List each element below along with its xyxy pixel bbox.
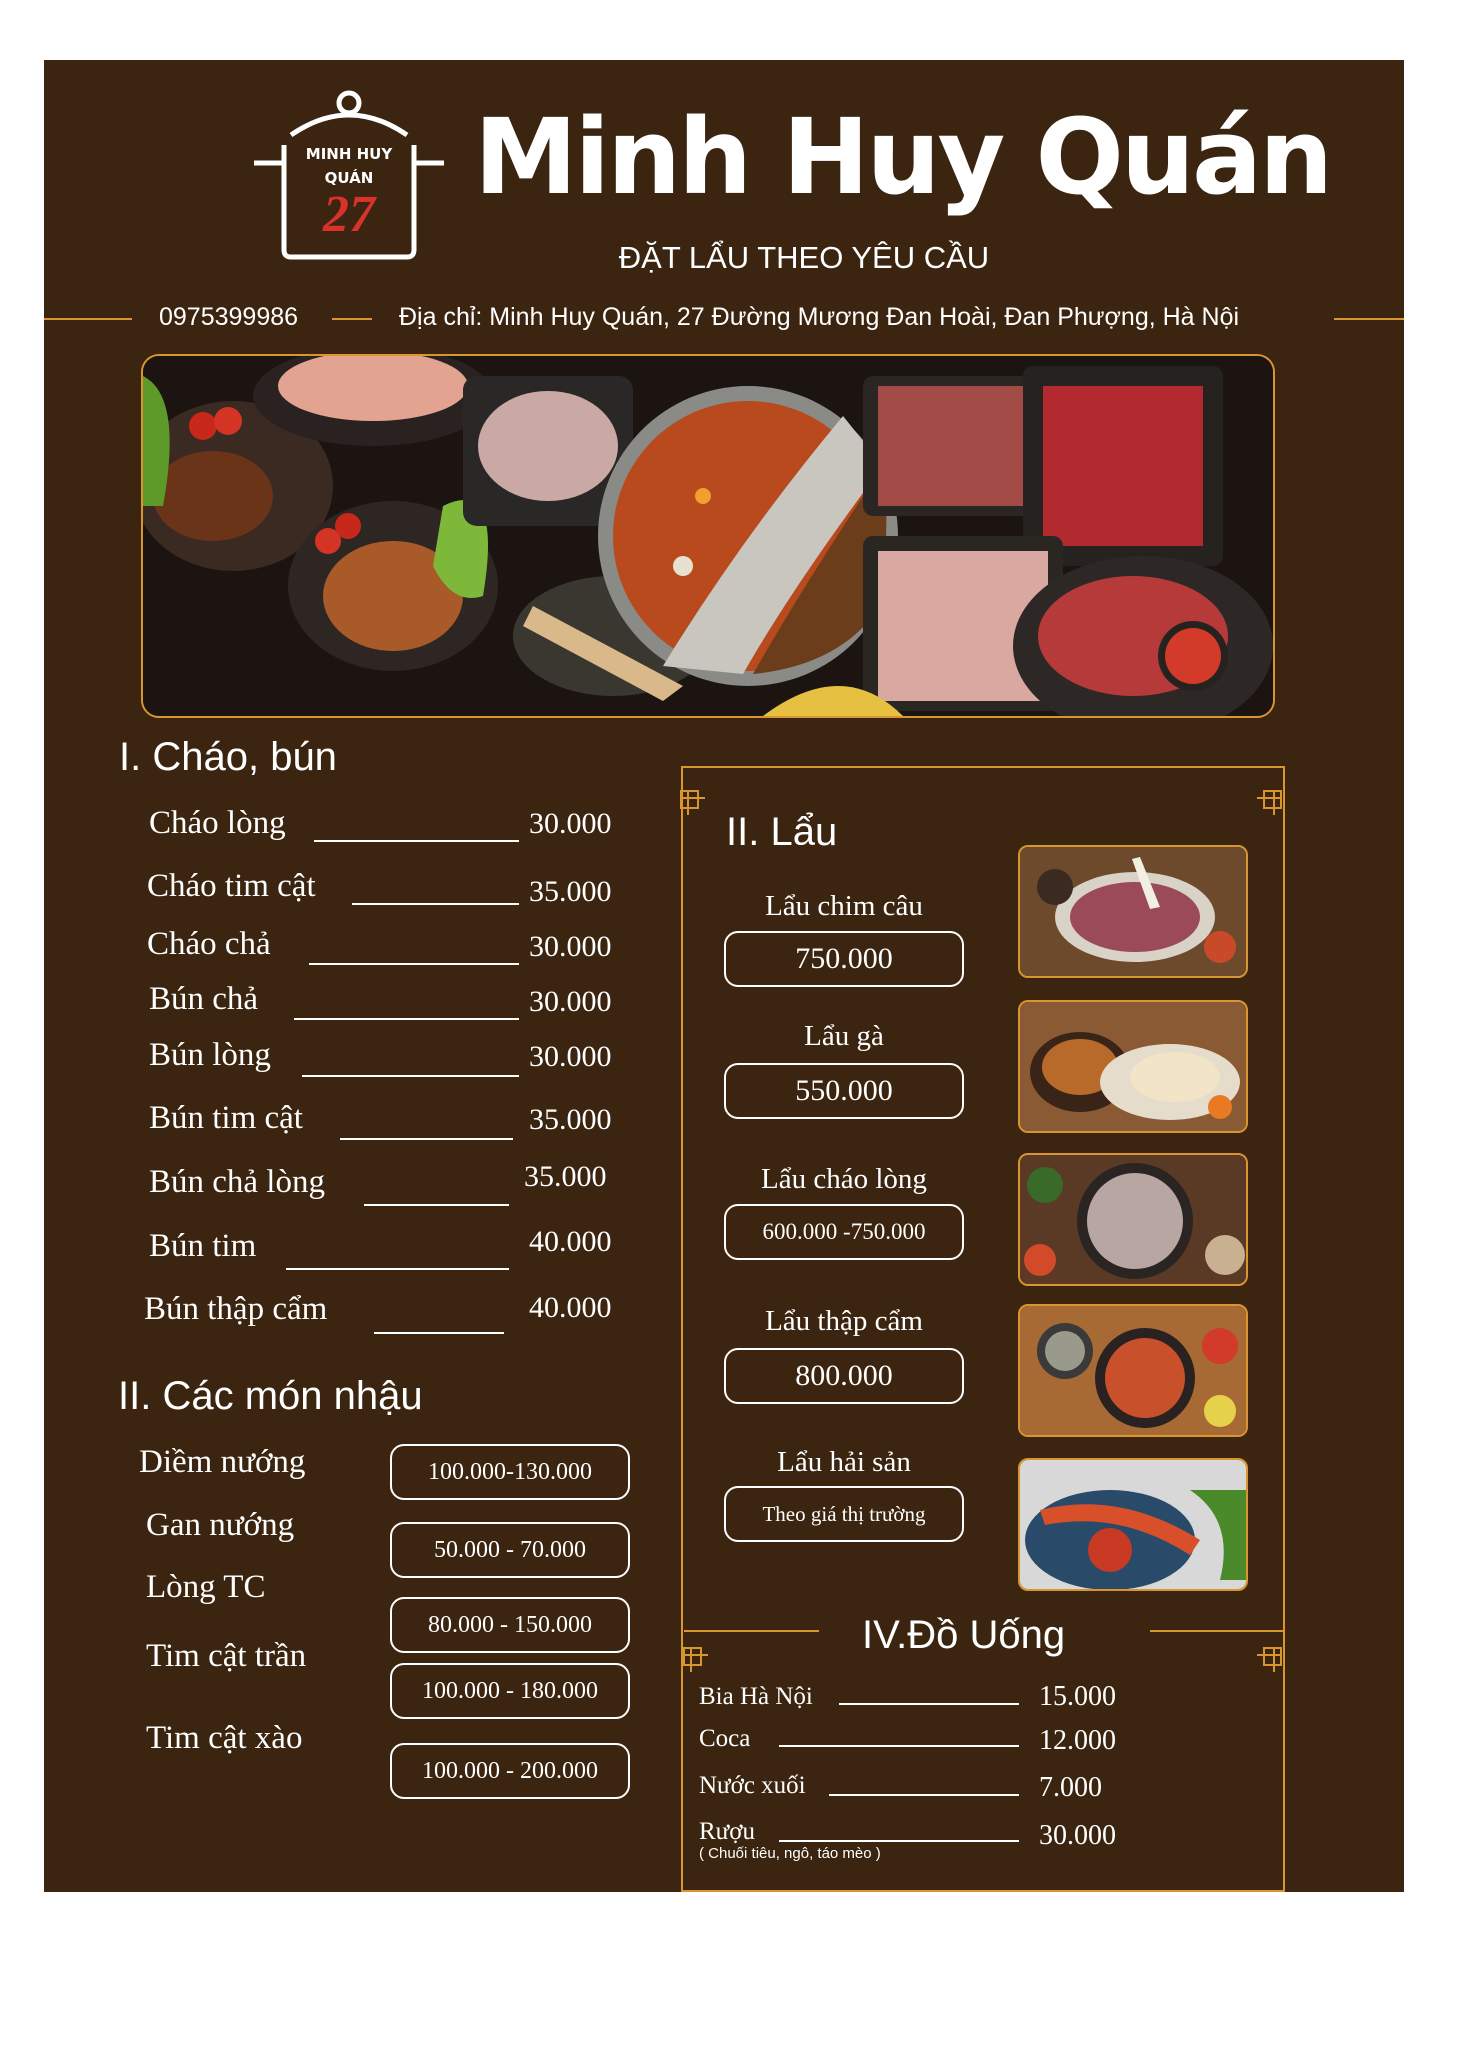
menu-item-name: Bún tim cật: [149, 1100, 303, 1136]
menu-item-name: Diềm nướng: [139, 1444, 306, 1480]
divider-left: [44, 318, 132, 320]
drink-name: Nước xuối: [699, 1772, 806, 1799]
section-title-do-uong: IV.Đồ Uống: [862, 1613, 1066, 1657]
menu-item-price: 30.000: [529, 930, 612, 963]
price-pill: 550.000: [724, 1063, 964, 1119]
drinks-divider-right: [1150, 1630, 1285, 1632]
menu-item-name: Bún chả lòng: [149, 1164, 325, 1200]
leader-line: [779, 1840, 1019, 1842]
menu-item-name: Bún lòng: [149, 1037, 271, 1073]
drink-note: ( Chuối tiêu, ngô, táo mèo ): [699, 1845, 881, 1862]
menu-item-name: Gan nướng: [146, 1507, 295, 1543]
logo-text-top: MINH HUY: [305, 145, 393, 163]
leader-line: [364, 1204, 509, 1206]
menu-item-price: 30.000: [529, 985, 612, 1018]
price-pill: 50.000 - 70.000: [390, 1522, 630, 1578]
menu-item-name: Cháo tim cật: [147, 868, 316, 904]
logo-number: 27: [323, 186, 375, 243]
menu-item-price: 35.000: [524, 1160, 607, 1193]
price-pill: 100.000 - 180.000: [390, 1663, 630, 1719]
leader-line: [340, 1138, 513, 1140]
drinks-divider-left: [684, 1630, 819, 1632]
menu-item-price: 30.000: [529, 807, 612, 840]
menu-item-name: Lòng TC: [146, 1569, 266, 1605]
menu-page: [44, 60, 1404, 1892]
section-title-mon-nhau: II. Các món nhậu: [118, 1374, 423, 1418]
logo-text-mid: QUÁN: [324, 169, 374, 187]
hotpot-name: Lẩu thập cẩm: [765, 1305, 923, 1337]
drink-name: Coca: [699, 1725, 751, 1752]
price-pill: 100.000 - 200.000: [390, 1743, 630, 1799]
leader-line: [302, 1075, 519, 1077]
tagline: ĐẶT LẨU THEO YÊU CẦU: [618, 240, 990, 275]
section-title-chao-bun: I. Cháo, bún: [119, 735, 337, 779]
menu-item-name: Cháo chả: [147, 926, 271, 962]
menu-item-name: Cháo lòng: [149, 805, 286, 841]
menu-item-name: Bún tim: [149, 1228, 257, 1264]
price-pill: Theo giá thị trường: [724, 1486, 964, 1542]
leader-line: [779, 1745, 1019, 1747]
menu-item-price: 35.000: [529, 875, 612, 908]
drink-price: 12.000: [1039, 1725, 1116, 1756]
section-title-lau: II. Lẩu: [726, 810, 838, 854]
hotpot-photo: [1018, 1153, 1248, 1286]
drink-price: 7.000: [1039, 1772, 1102, 1803]
leader-line: [829, 1794, 1019, 1796]
shop-name: Minh Huy Quán: [474, 96, 1331, 218]
divider-right: [1334, 318, 1404, 320]
hotpot-photo: [1018, 1304, 1248, 1437]
hotpot-name: Lẩu chim câu: [765, 890, 923, 922]
hotpot-name: Lẩu gà: [804, 1020, 884, 1052]
menu-item-name: Bún thập cẩm: [144, 1291, 328, 1327]
leader-line: [314, 840, 519, 842]
corner-ornament-icon: [678, 788, 708, 818]
drink-name: Rượu: [699, 1818, 755, 1845]
menu-item-price: 30.000: [529, 1040, 612, 1073]
price-pill: 100.000-130.000: [390, 1444, 630, 1500]
leader-line: [352, 903, 519, 905]
menu-item-name: Tim cật xào: [146, 1720, 303, 1756]
menu-item-name: Tim cật trần: [146, 1638, 307, 1674]
hotpot-photo: [1018, 1458, 1248, 1591]
price-pill: 600.000 -750.000: [724, 1204, 964, 1260]
menu-item-price: 40.000: [529, 1225, 612, 1258]
restaurant-logo: [249, 85, 449, 265]
address: Địa chỉ: Minh Huy Quán, 27 Đường Mương Đan Hoài, Đan Phượng, Hà Nội: [399, 303, 1240, 331]
hotpot-name: Lẩu cháo lòng: [761, 1163, 927, 1195]
menu-item-price: 35.000: [529, 1103, 612, 1136]
drink-name: Bia Hà Nội: [699, 1683, 813, 1710]
drink-price: 15.000: [1039, 1681, 1116, 1712]
leader-line: [374, 1332, 504, 1334]
corner-ornament-icon: [1254, 1645, 1284, 1675]
hotpot-photo: [1018, 1000, 1248, 1133]
divider-mid: [332, 318, 372, 320]
menu-item-name: Bún chả: [149, 981, 259, 1017]
hotpot-photo: [1018, 845, 1248, 978]
price-pill: 750.000: [724, 931, 964, 987]
corner-ornament-icon: [681, 1645, 711, 1675]
drink-price: 30.000: [1039, 1820, 1116, 1851]
menu-item-price: 40.000: [529, 1291, 612, 1324]
price-pill: 800.000: [724, 1348, 964, 1404]
leader-line: [286, 1268, 509, 1270]
price-pill: 80.000 - 150.000: [390, 1597, 630, 1653]
phone-number: 0975399986: [159, 303, 299, 331]
corner-ornament-icon: [1254, 788, 1284, 818]
leader-line: [309, 963, 519, 965]
hotpot-banner-image: [141, 354, 1275, 718]
leader-line: [839, 1703, 1019, 1705]
leader-line: [294, 1018, 519, 1020]
hotpot-name: Lẩu hải sản: [777, 1446, 911, 1478]
